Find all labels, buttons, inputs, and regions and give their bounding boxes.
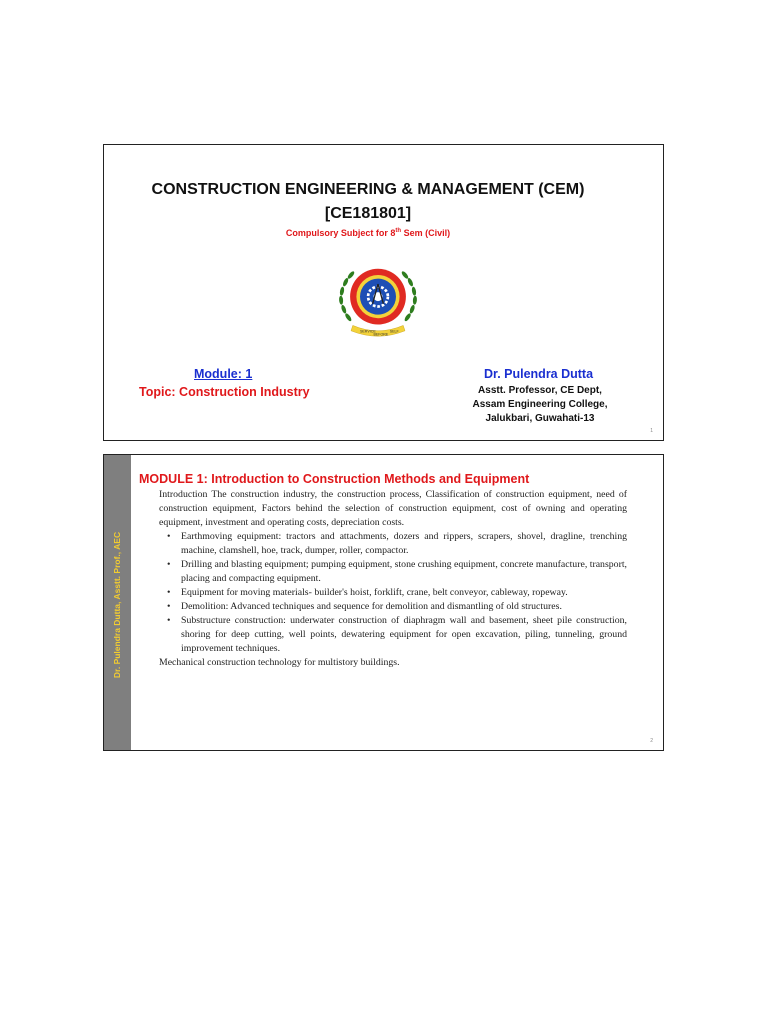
module-heading: MODULE 1: Introduction to Construction Methods and Equipment — [139, 472, 530, 486]
course-code: [CE181801] — [324, 205, 412, 222]
list-item: • Equipment for moving materials- builder's hoist, forklift, crane, belt conveyor, cableway, ropeway. — [181, 586, 627, 600]
module-label: Module: 1 — [194, 367, 253, 381]
author-sidebar — [104, 455, 131, 750]
svg-text:BEFORE: BEFORE — [373, 332, 389, 337]
syllabus-list — [159, 530, 627, 656]
list-item: • Substructure construction: underwater construction of diaphragm wall and basement, sheet pile construction, shoring for deep cutting, well points, dewatering equipment for open excavation, piling, tunneling, ground improvement techniques. — [181, 614, 627, 656]
logo-ribbon-text: SERVICE — [360, 329, 376, 334]
syllabus-body — [159, 488, 627, 670]
list-item: • Demolition: Advanced techniques and sequence for demolition and dismantling of old structures. — [181, 600, 627, 614]
slide-1 — [103, 144, 664, 441]
svg-text:SELF: SELF — [389, 329, 399, 334]
page-number: 1 — [650, 428, 653, 434]
course-title: CONSTRUCTION ENGINEERING & MANAGEMENT (CEM) — [151, 181, 585, 198]
college-emblem-logo — [333, 257, 423, 347]
author-affiliation-line: Asstt. Professor, CE Dept, — [478, 385, 602, 396]
syllabus-intro: Introduction The construction industry, the construction process, Classification of construction equipment, need of construction equipment, Factors behind the selection of construction equipment, cost of owning and operating equipment, investment and operating costs, depreciation costs. — [159, 489, 627, 528]
list-item: • Earthmoving equipment: tractors and attachments, dozers and rippers, scrapers, shovel, dragline, trenching machine, clamshell, hoe, track, dumper, roller, compactor. — [181, 530, 627, 558]
syllabus-closing: Mechanical construction technology for multistory buildings. — [159, 657, 400, 668]
course-subtitle: Compulsory Subject for 8th Sem (Civil) — [285, 228, 451, 238]
author-affiliation-line: Jalukbari, Guwahati-13 — [485, 413, 595, 424]
topic-label: Topic: Construction Industry — [139, 385, 310, 399]
sidebar-text: Dr. Pulendra Dutta, Asstt. Prof., AEC — [112, 531, 122, 679]
author-name: Dr. Pulendra Dutta — [484, 367, 594, 381]
author-affiliation-line: Assam Engineering College, — [472, 399, 608, 410]
list-item: • Drilling and blasting equipment; pumping equipment, stone crushing equipment, concrete manufacture, transport, placing and compacting equipment. — [181, 558, 627, 586]
page-number: 2 — [650, 738, 653, 744]
slide-2 — [103, 454, 664, 751]
